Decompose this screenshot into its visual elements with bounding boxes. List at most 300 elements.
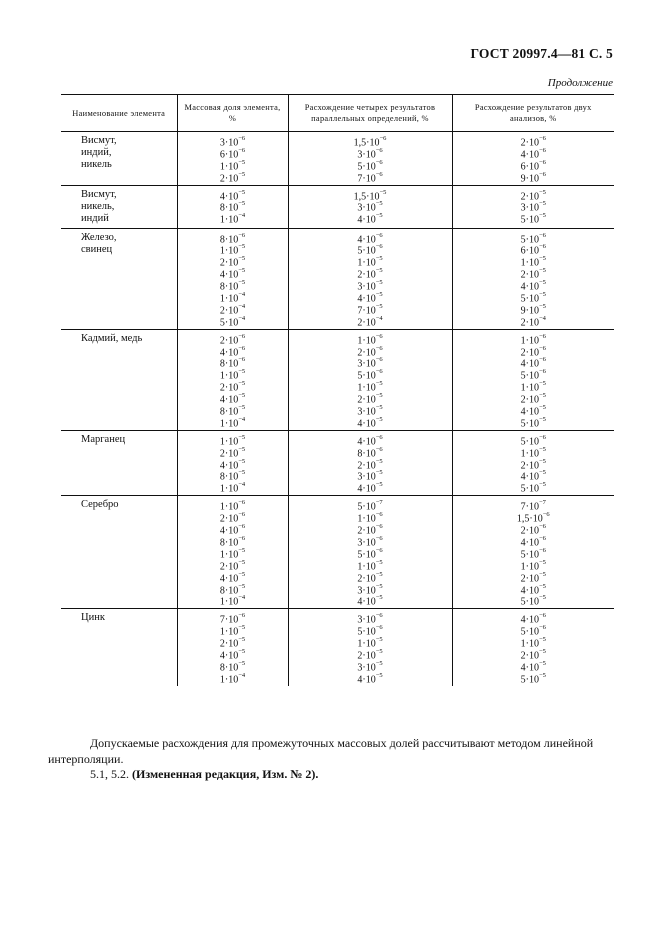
- times-ten: ·10: [224, 459, 239, 471]
- value-entry: [219, 671, 246, 686]
- value-mantissa: 1: [357, 638, 363, 650]
- times-ten: ·10: [362, 662, 376, 674]
- element-name: Цинк: [81, 612, 105, 624]
- element-name: никель: [81, 159, 112, 170]
- value-entry: [357, 242, 383, 257]
- value-entry: [357, 403, 383, 418]
- column-header-element: Наименование элемента: [61, 95, 177, 132]
- value-exponent: −5: [238, 200, 246, 208]
- value-exponent: −4: [238, 671, 246, 679]
- mass-values-cell: [177, 132, 288, 186]
- value-exponent: −6: [538, 158, 546, 166]
- four-values-cell: [288, 185, 452, 228]
- value-entry: [219, 211, 246, 226]
- times-ten: ·10: [525, 269, 539, 281]
- two-values-cell: [452, 329, 614, 430]
- times-ten: ·10: [525, 214, 539, 226]
- value-exponent: −6: [375, 511, 383, 519]
- element-name-cell: [61, 496, 177, 609]
- value-exponent: −5: [238, 624, 246, 632]
- value-entry: [219, 510, 246, 525]
- value-mantissa: 1: [357, 382, 363, 394]
- value-entry: [521, 188, 546, 200]
- value-exponent: −6: [375, 332, 383, 340]
- element-name-cell: [61, 132, 177, 186]
- value-exponent: −4: [538, 314, 546, 322]
- value-mantissa: 2: [520, 394, 526, 406]
- times-ten: ·10: [224, 614, 239, 626]
- value-exponent: −6: [538, 624, 546, 632]
- value-exponent: −6: [375, 231, 383, 239]
- value-exponent: −4: [238, 212, 246, 220]
- times-ten: ·10: [224, 525, 239, 537]
- times-ten: ·10: [224, 173, 239, 184]
- value-exponent: −5: [538, 291, 546, 299]
- value-mantissa: 5: [357, 245, 363, 257]
- value-exponent: −5: [538, 647, 546, 655]
- times-ten: ·10: [224, 305, 239, 317]
- element-name: никель,: [81, 200, 115, 212]
- times-ten: ·10: [366, 190, 380, 202]
- value-exponent: −6: [538, 243, 546, 251]
- times-ten: ·10: [362, 233, 376, 245]
- value-exponent: −5: [238, 636, 246, 644]
- value-mantissa: 8: [219, 281, 225, 293]
- value-exponent: −5: [538, 255, 546, 263]
- element-name-cell: [61, 329, 177, 430]
- value-entry: [219, 468, 246, 483]
- value-entry: [357, 546, 383, 561]
- value-entry: [219, 302, 246, 317]
- value-exponent: −4: [375, 314, 383, 322]
- table-row: [61, 496, 614, 609]
- value-exponent: −4: [238, 291, 246, 299]
- value-entry: [520, 302, 546, 317]
- times-ten: ·10: [224, 335, 239, 347]
- value-mantissa: 1: [520, 561, 526, 573]
- value-entry: [357, 611, 383, 626]
- value-mantissa: 4: [219, 525, 225, 537]
- times-ten: ·10: [525, 614, 539, 626]
- times-ten: ·10: [362, 245, 376, 257]
- times-ten: ·10: [525, 233, 539, 245]
- times-ten: ·10: [362, 513, 376, 525]
- times-ten: ·10: [362, 382, 376, 394]
- value-entry: [219, 433, 246, 448]
- value-entry: [520, 659, 546, 674]
- value-mantissa: 5: [357, 626, 363, 638]
- value-entry: [219, 558, 246, 573]
- value-exponent: −6: [538, 146, 546, 154]
- element-name-cell: [61, 185, 177, 228]
- element-name: Висмут,: [81, 135, 117, 146]
- times-ten: ·10: [362, 335, 376, 347]
- value-exponent: −6: [375, 612, 383, 620]
- times-ten: ·10: [525, 382, 539, 394]
- value-exponent: −6: [538, 368, 546, 376]
- times-ten: ·10: [525, 370, 539, 382]
- times-ten: ·10: [525, 638, 539, 650]
- times-ten: ·10: [224, 662, 239, 674]
- value-exponent: −6: [375, 158, 383, 166]
- value-entry: [520, 671, 546, 686]
- times-ten: ·10: [224, 638, 239, 650]
- value-entry: [520, 522, 546, 537]
- times-ten: ·10: [525, 317, 539, 329]
- value-exponent: −5: [375, 267, 383, 275]
- element-name: Висмут,: [81, 188, 117, 200]
- four-values-cell: [288, 329, 452, 430]
- value-mantissa: 4: [357, 596, 363, 608]
- times-ten: ·10: [525, 281, 539, 293]
- value-mantissa: 2: [219, 173, 225, 184]
- value-mantissa: 5: [219, 317, 225, 329]
- value-exponent: −5: [375, 594, 383, 602]
- value-mantissa: 2: [219, 638, 225, 650]
- interpolation-note: Допускаемые расхождения для промежуточных массовых долей рассчитывают методом линейной интерполяции.: [48, 736, 594, 766]
- table-header-row: [61, 95, 614, 132]
- value-exponent: −4: [238, 314, 246, 322]
- value-mantissa: 2: [520, 190, 526, 202]
- value-exponent: −6: [238, 332, 246, 340]
- value-entry: [357, 558, 383, 573]
- value-exponent: −6: [542, 511, 550, 519]
- value-mantissa: 1: [219, 370, 225, 382]
- times-ten: ·10: [224, 358, 239, 370]
- value-mantissa: 5: [357, 161, 363, 173]
- times-ten: ·10: [362, 394, 376, 406]
- times-ten: ·10: [362, 448, 376, 460]
- value-entry: [219, 445, 246, 460]
- value-exponent: −6: [238, 612, 246, 620]
- value-mantissa: 8: [219, 202, 225, 214]
- times-ten: ·10: [362, 614, 376, 626]
- times-ten: ·10: [525, 245, 539, 257]
- times-ten: ·10: [525, 305, 539, 317]
- value-exponent: −5: [538, 469, 546, 477]
- times-ten: ·10: [362, 525, 376, 537]
- times-ten: ·10: [362, 459, 376, 471]
- value-mantissa: 1: [219, 483, 225, 495]
- value-mantissa: 2: [520, 572, 526, 584]
- value-exponent: −6: [538, 344, 546, 352]
- value-entry: [219, 314, 246, 329]
- value-mantissa: 2: [357, 394, 363, 406]
- value-entry: [220, 570, 245, 582]
- times-ten: ·10: [525, 626, 539, 638]
- value-entry: [521, 582, 546, 594]
- value-exponent: −5: [238, 380, 246, 388]
- times-ten: ·10: [525, 257, 539, 269]
- times-ten: ·10: [362, 346, 376, 358]
- times-ten: ·10: [362, 626, 376, 638]
- value-mantissa: 1: [219, 214, 225, 226]
- value-mantissa: 4: [219, 459, 225, 471]
- value-mantissa: 4: [520, 614, 526, 626]
- times-ten: ·10: [525, 161, 539, 173]
- times-ten: ·10: [224, 436, 239, 448]
- value-mantissa: 4: [520, 358, 526, 370]
- times-ten: ·10: [224, 190, 239, 202]
- value-entry: [520, 593, 546, 608]
- times-ten: ·10: [224, 269, 239, 281]
- table-row: [61, 185, 614, 228]
- times-ten: ·10: [224, 572, 239, 584]
- value-mantissa: 5: [520, 214, 526, 226]
- times-ten: ·10: [224, 370, 239, 382]
- value-mantissa: 4: [219, 650, 225, 662]
- value-exponent: −6: [538, 612, 546, 620]
- value-mantissa: 2: [520, 525, 526, 537]
- value-mantissa: 4: [520, 281, 526, 293]
- value-mantissa: 4: [219, 572, 225, 584]
- mass-values-cell: [177, 228, 288, 329]
- value-exponent: −4: [238, 481, 246, 489]
- times-ten: ·10: [525, 561, 539, 573]
- value-exponent: −5: [375, 392, 383, 400]
- mass-values-cell: [177, 329, 288, 430]
- value-mantissa: 4: [357, 293, 363, 305]
- value-exponent: −5: [375, 659, 383, 667]
- value-entry: [357, 635, 383, 650]
- value-exponent: −6: [538, 546, 546, 554]
- times-ten: ·10: [362, 269, 376, 281]
- value-exponent: −5: [238, 433, 246, 441]
- times-ten: ·10: [224, 406, 239, 418]
- value-mantissa: 8: [219, 537, 225, 549]
- times-ten: ·10: [224, 537, 239, 549]
- value-exponent: −6: [375, 523, 383, 531]
- value-mantissa: 1: [219, 293, 225, 305]
- value-entry: [357, 510, 383, 525]
- value-mantissa: 7: [219, 614, 225, 626]
- value-exponent: −6: [375, 170, 383, 178]
- element-name-cell: [61, 609, 177, 686]
- value-mantissa: 4: [520, 149, 526, 161]
- value-entry: [357, 332, 383, 347]
- value-entry: [520, 415, 546, 430]
- value-entry: [357, 355, 383, 370]
- value-entry: [219, 355, 246, 370]
- times-ten: ·10: [362, 483, 376, 495]
- value-entry: [357, 158, 383, 173]
- value-exponent: −5: [375, 582, 383, 590]
- value-mantissa: 1: [219, 418, 225, 430]
- value-mantissa: 2: [357, 317, 363, 329]
- value-entry: [357, 593, 383, 608]
- value-mantissa: 2: [219, 257, 225, 269]
- value-exponent: −5: [375, 469, 383, 477]
- value-exponent: −4: [238, 594, 246, 602]
- continuation-label: Продолжение: [547, 77, 613, 89]
- four-values-cell: [288, 228, 452, 329]
- value-mantissa: 9: [520, 173, 526, 184]
- value-exponent: −6: [375, 534, 383, 542]
- times-ten: ·10: [224, 346, 239, 358]
- value-mantissa: 1: [520, 638, 526, 650]
- times-ten: ·10: [362, 173, 376, 184]
- times-ten: ·10: [525, 149, 539, 161]
- times-ten: ·10: [224, 394, 239, 406]
- value-exponent: −5: [238, 457, 246, 465]
- value-mantissa: 5: [520, 370, 526, 382]
- value-mantissa: 1: [219, 596, 225, 608]
- value-exponent: −6: [538, 135, 546, 142]
- element-name: свинец: [81, 243, 113, 255]
- times-ten: ·10: [224, 596, 239, 608]
- times-ten: ·10: [224, 483, 239, 495]
- times-ten: ·10: [224, 137, 239, 149]
- value-exponent: −5: [538, 582, 546, 590]
- value-exponent: −6: [238, 523, 246, 531]
- value-mantissa: 2: [520, 650, 526, 662]
- value-entry: [520, 534, 546, 549]
- value-mantissa: 4: [520, 471, 526, 483]
- value-mantissa: 9: [520, 305, 526, 317]
- value-entry: [520, 480, 546, 495]
- value-entry: [520, 391, 546, 406]
- value-mantissa: 8: [219, 662, 225, 674]
- value-entry: [357, 498, 383, 513]
- value-mantissa: 1: [219, 161, 225, 173]
- times-ten: ·10: [362, 317, 376, 329]
- value-mantissa: 1: [520, 257, 526, 269]
- value-exponent: −5: [538, 594, 546, 602]
- value-entry: [220, 188, 245, 200]
- value-exponent: −7: [538, 499, 546, 507]
- value-exponent: −6: [375, 433, 383, 441]
- value-exponent: −5: [379, 188, 387, 196]
- value-exponent: −5: [238, 445, 246, 453]
- value-mantissa: 8: [219, 358, 225, 370]
- times-ten: ·10: [224, 549, 239, 561]
- value-mantissa: 1: [219, 674, 225, 686]
- times-ten: ·10: [224, 317, 239, 329]
- value-entry: [520, 623, 546, 638]
- value-entry: [357, 146, 383, 161]
- value-entry: [520, 266, 546, 281]
- value-mantissa: 3: [357, 281, 363, 293]
- times-ten: ·10: [224, 650, 239, 662]
- times-ten: ·10: [362, 537, 376, 549]
- value-entry: [520, 468, 546, 483]
- value-mantissa: 7: [357, 173, 363, 184]
- times-ten: ·10: [362, 549, 376, 561]
- value-exponent: −6: [538, 170, 546, 178]
- four-values-cell: [288, 430, 452, 495]
- value-entry: [520, 611, 546, 626]
- value-mantissa: 1: [520, 448, 526, 460]
- value-exponent: −6: [238, 135, 246, 142]
- value-entry: [357, 379, 383, 394]
- value-entry: [357, 659, 383, 674]
- times-ten: ·10: [525, 137, 539, 149]
- times-ten: ·10: [525, 335, 539, 347]
- times-ten: ·10: [362, 674, 376, 686]
- times-ten: ·10: [224, 584, 239, 596]
- value-entry: [357, 582, 382, 594]
- value-entry: [521, 570, 546, 582]
- value-entry: [357, 266, 383, 281]
- value-exponent: −5: [538, 671, 546, 679]
- times-ten: ·10: [224, 448, 239, 460]
- value-mantissa: 2: [520, 269, 526, 281]
- value-exponent: −6: [238, 511, 246, 519]
- value-entry: [357, 290, 383, 305]
- value-exponent: −5: [375, 671, 383, 679]
- value-mantissa: 5: [357, 370, 363, 382]
- value-mantissa: 2: [357, 525, 363, 537]
- value-mantissa: 7: [357, 305, 363, 317]
- value-exponent: −5: [538, 481, 546, 489]
- value-entry: [357, 522, 383, 537]
- times-ten: ·10: [224, 418, 239, 430]
- value-mantissa: 1,5: [516, 513, 530, 525]
- value-entry: [357, 211, 383, 226]
- value-mantissa: 8: [357, 448, 363, 460]
- value-mantissa: 3: [520, 202, 526, 214]
- times-ten: ·10: [224, 513, 239, 525]
- value-mantissa: 6: [520, 245, 526, 257]
- value-entry: [357, 623, 383, 638]
- value-entry: [520, 498, 546, 513]
- value-entry: [520, 134, 546, 149]
- value-entry: [357, 199, 383, 214]
- two-values-cell: [452, 609, 614, 686]
- value-exponent: −5: [538, 200, 546, 208]
- value-exponent: −5: [238, 279, 246, 287]
- element-name: Серебро: [81, 499, 119, 511]
- value-mantissa: 4: [520, 662, 526, 674]
- value-entry: [357, 344, 382, 356]
- tolerance-table: [61, 94, 614, 686]
- value-mantissa: 1: [520, 335, 526, 347]
- value-mantissa: 3: [357, 202, 363, 214]
- four-values-cell: [288, 496, 452, 609]
- value-exponent: −6: [375, 146, 383, 154]
- value-exponent: −4: [238, 302, 246, 310]
- value-exponent: −5: [238, 570, 246, 578]
- value-entry: [357, 278, 383, 293]
- value-entry: [520, 367, 546, 382]
- element-name: Кадмий, медь: [81, 332, 143, 344]
- value-entry: [220, 457, 245, 469]
- value-entry: [521, 231, 546, 243]
- value-entry: [219, 415, 246, 430]
- times-ten: ·10: [525, 501, 539, 513]
- value-entry: [219, 290, 246, 305]
- value-entry: [520, 433, 546, 448]
- value-mantissa: 1: [520, 382, 526, 394]
- table-row: [61, 132, 614, 186]
- value-entry: [357, 302, 383, 317]
- value-exponent: −5: [238, 255, 246, 263]
- value-exponent: −5: [538, 279, 546, 287]
- table-row: [61, 228, 614, 329]
- value-exponent: −5: [538, 404, 546, 412]
- value-exponent: −5: [375, 415, 383, 423]
- value-exponent: −5: [538, 570, 546, 578]
- value-mantissa: 2: [357, 572, 363, 584]
- value-exponent: −6: [238, 356, 246, 364]
- value-entry: [357, 391, 383, 406]
- times-ten: ·10: [362, 638, 376, 650]
- value-entry: [219, 403, 246, 418]
- value-entry: [219, 611, 246, 626]
- value-exponent: −5: [538, 302, 546, 310]
- value-exponent: −6: [238, 534, 246, 542]
- times-ten: ·10: [525, 190, 539, 202]
